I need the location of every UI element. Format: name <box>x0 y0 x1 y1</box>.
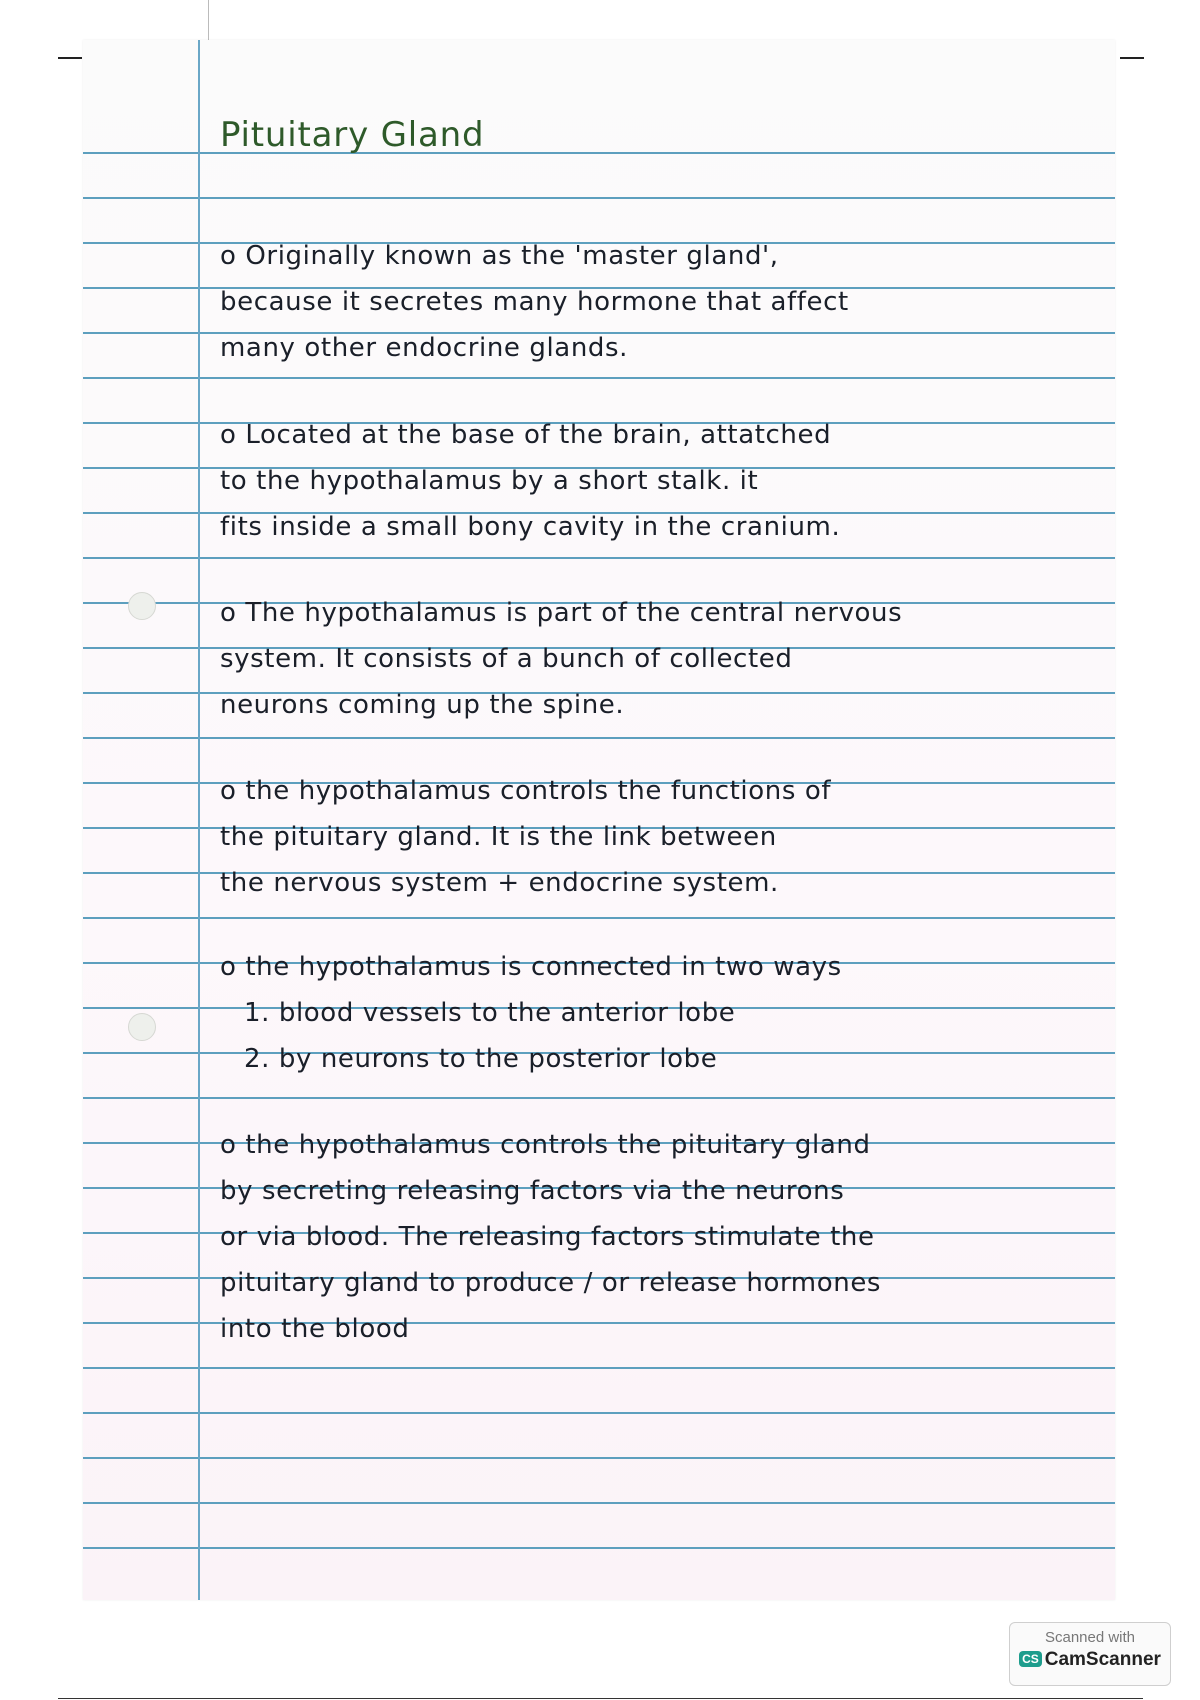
page-title: Pituitary Gland <box>220 115 485 155</box>
ruled-line <box>83 1457 1115 1459</box>
edge-mark-left <box>58 57 82 59</box>
note-paragraph-5 <box>220 944 842 1082</box>
note-line: o Located at the base of the brain, attatched <box>220 420 832 450</box>
note-line: pituitary gland to produce / or release hormones <box>220 1268 882 1298</box>
note-line: the pituitary gland. It is the link between <box>220 822 777 852</box>
top-binding-line <box>208 0 209 40</box>
note-line: o The hypothalamus is part of the central nervous <box>220 598 903 628</box>
ruled-line <box>83 737 1115 739</box>
ruled-line <box>83 1097 1115 1099</box>
note-paragraph-1 <box>220 233 849 371</box>
ruled-line <box>83 917 1115 919</box>
ruled-line <box>83 1367 1115 1369</box>
note-paragraph-4 <box>220 768 831 906</box>
punch-hole-upper <box>128 592 156 620</box>
camscanner-logo-icon: CS <box>1019 1651 1042 1667</box>
note-line: or via blood. The releasing factors stimulate the <box>220 1222 875 1252</box>
note-line: system. It consists of a bunch of collected <box>220 644 793 674</box>
note-line: because it secretes many hormone that affect <box>220 287 849 317</box>
ruled-line <box>83 377 1115 379</box>
note-line: the nervous system + endocrine system. <box>220 868 779 898</box>
camscanner-watermark <box>1009 1622 1171 1686</box>
ruled-line <box>83 1547 1115 1549</box>
edge-mark-right <box>1120 57 1144 59</box>
note-line: 1. blood vessels to the anterior lobe <box>244 998 736 1028</box>
note-line: by secreting releasing factors via the neurons <box>220 1176 845 1206</box>
note-line: o the hypothalamus is connected in two ways <box>220 952 842 982</box>
note-line: neurons coming up the spine. <box>220 690 625 720</box>
note-line: o the hypothalamus controls the pituitary gland <box>220 1130 871 1160</box>
watermark-caption: Scanned with <box>1044 1629 1136 1646</box>
note-line: many other endocrine glands. <box>220 333 629 363</box>
note-line: o Originally known as the 'master gland', <box>220 241 779 271</box>
bottom-rule <box>58 1698 1143 1699</box>
note-paragraph-3 <box>220 590 902 728</box>
note-line: fits inside a small bony cavity in the cranium. <box>220 512 841 542</box>
note-paragraph-2 <box>220 412 840 550</box>
ruled-line <box>83 1502 1115 1504</box>
ruled-line <box>83 557 1115 559</box>
watermark-brand-name: CamScanner <box>1044 1649 1161 1670</box>
punch-hole-lower <box>128 1013 156 1041</box>
note-line: to the hypothalamus by a short stalk. it <box>220 466 759 496</box>
ruled-line <box>83 197 1115 199</box>
watermark-brand <box>1010 1649 1170 1671</box>
note-line: into the blood <box>220 1314 410 1344</box>
notebook-page <box>83 40 1115 1600</box>
note-line: o the hypothalamus controls the functions of <box>220 776 832 806</box>
margin-line <box>198 40 200 1600</box>
ruled-line <box>83 1412 1115 1414</box>
note-line: 2. by neurons to the posterior lobe <box>244 1044 718 1074</box>
note-paragraph-6 <box>220 1122 881 1352</box>
